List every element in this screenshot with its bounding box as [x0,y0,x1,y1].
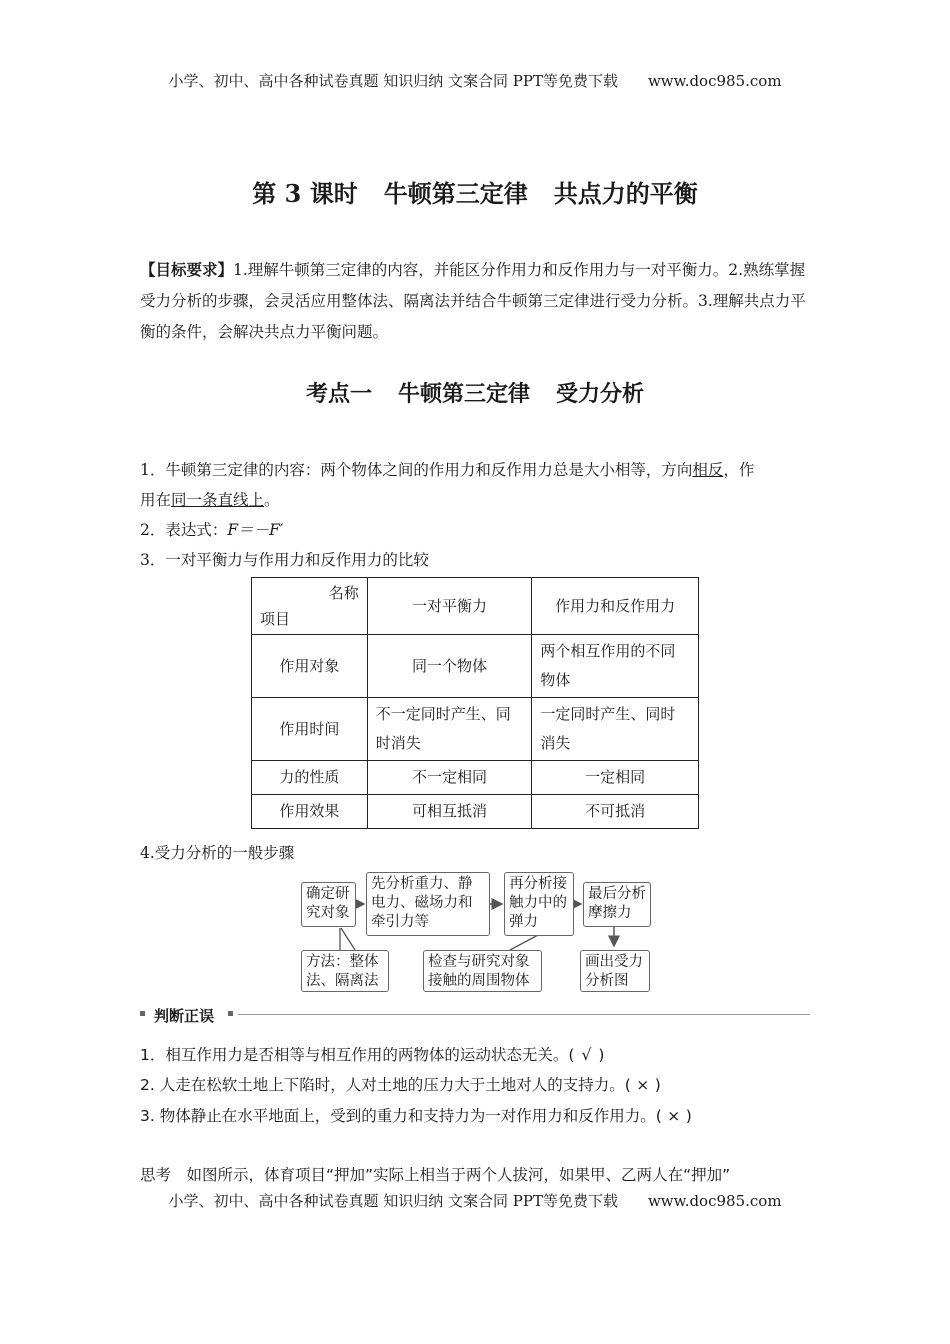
p1-answer-2: 同一条直线上 [171,491,265,509]
judge-item-close: ) [654,1076,661,1094]
divider-line [238,1014,810,1015]
section-part3: 受力分析 [556,381,645,407]
p2-label: 2．表达式： [140,521,228,539]
connector-check [510,934,540,950]
page-footer [0,1190,950,1211]
square-bullet-icon [228,1011,233,1016]
judge-item-close: ) [685,1107,692,1125]
table-col-header: 作用力和反作用力 [532,578,699,635]
footer-text: 小学、初中、高中各种试卷真题 知识归纳 文案合同 PPT等免费下载 [168,1192,618,1210]
table-cell: 一定相同 [532,761,699,795]
title-part1: 第 3 课时 [252,179,358,208]
judge-item-mark: √ [581,1046,592,1064]
judge-item-text: 3. 物体静止在水平地面上，受到的重力和支持力为一对作用力和反作用力。( [140,1107,662,1125]
judge-item-1 [140,1040,604,1070]
judge-item-close: ) [598,1046,605,1064]
p1-answer-1: 相反 [692,461,724,479]
judge-item-mark: × [667,1107,681,1125]
footer-site[interactable]: www.doc985.com [647,1192,782,1210]
square-bullet-icon [140,1011,145,1016]
judge-item-2 [140,1070,661,1100]
think-paragraph: 思考 如图所示，体育项目“押加”实际上相当于两个人拔河，如果甲、乙两人在“押加” [140,1166,731,1184]
p1-text-b: ，作 [723,461,755,479]
table-cell: 可相互抵消 [367,795,532,829]
table-cell: 同一个物体 [367,635,532,698]
flow-box-elastic: 再分析接触力中的弹力 [504,872,574,936]
judge-title: 判断正误 [154,1007,215,1025]
p1-text-d: 。 [264,491,280,509]
p2-formula: F＝－F′ [227,521,284,539]
judge-item-text: 2. 人走在松软土地上下陷时，人对土地的压力大于土地对人的支持力。( [140,1076,631,1094]
flow-box-field-forces: 先分析重力、静电力、磁场力和牵引力等 [366,872,490,936]
header-text: 小学、初中、高中各种试卷真题 知识归纳 文案合同 PPT等免费下载 [168,72,618,90]
table-cell: 作用效果 [252,795,368,829]
table-cell: 不一定相同 [367,761,532,795]
header-site[interactable]: www.doc985.com [647,72,782,90]
flow-box-check: 检查与研究对象接触的周围物体 [423,950,542,992]
judge-item-3 [140,1101,692,1131]
goal-label: 【目标要求】 [140,260,234,279]
p1-text-c: 用在 [140,491,172,509]
steps-heading: 4.受力分析的一般步骤 [140,844,295,862]
table-cell: 一定同时产生、同时消失 [532,698,699,761]
p3-text: 3．一对平衡力与作用力和反作用力的比较 [140,551,429,569]
flow-box-friction: 最后分析摩擦力 [583,882,651,927]
table-col-header: 一对平衡力 [367,578,532,635]
goal-text: 1.理解牛顿第三定律的内容，并能区分作用力和反作用力与一对平衡力。2.熟练掌握受力分析的步骤，会灵活应用整体法、隔离法并结合牛顿第三定律进行受力分析。3.理解共点力平衡的条件，会解决共点力平衡问题。 [140,261,806,341]
judge-item-text: 1．相互作用力是否相等与相互作用的两物体的运动状态无关。( [140,1046,575,1064]
corner-bottom: 项目 [260,610,291,628]
p1-text-a: 1．牛顿第三定律的内容：两个物体之间的作用力和反作用力总是大小相等，方向 [140,461,693,479]
table-cell: 力的性质 [252,761,368,795]
judge-item-mark: × [636,1076,650,1094]
table-cell: 两个相互作用的不同物体 [532,635,699,698]
title-part2: 牛顿第三定律 [383,179,528,208]
table-cell: 不可抵消 [532,795,699,829]
judge-section-header [140,1005,812,1025]
section-part1: 考点一 [305,381,372,407]
section-part2: 牛顿第三定律 [397,381,530,407]
table-cell: 不一定同时产生、同时消失 [367,698,532,761]
table-cell: 作用时间 [252,698,368,761]
flow-box-method: 方法：整体法、隔离法 [301,950,389,992]
connector-method-2 [341,928,355,950]
corner-top: 名称 [328,584,359,602]
table-cell: 作用对象 [252,635,368,698]
title-part3: 共点力的平衡 [553,179,698,208]
flow-box-object: 确定研究对象 [301,882,356,927]
flow-box-draw: 画出受力分析图 [580,950,650,992]
